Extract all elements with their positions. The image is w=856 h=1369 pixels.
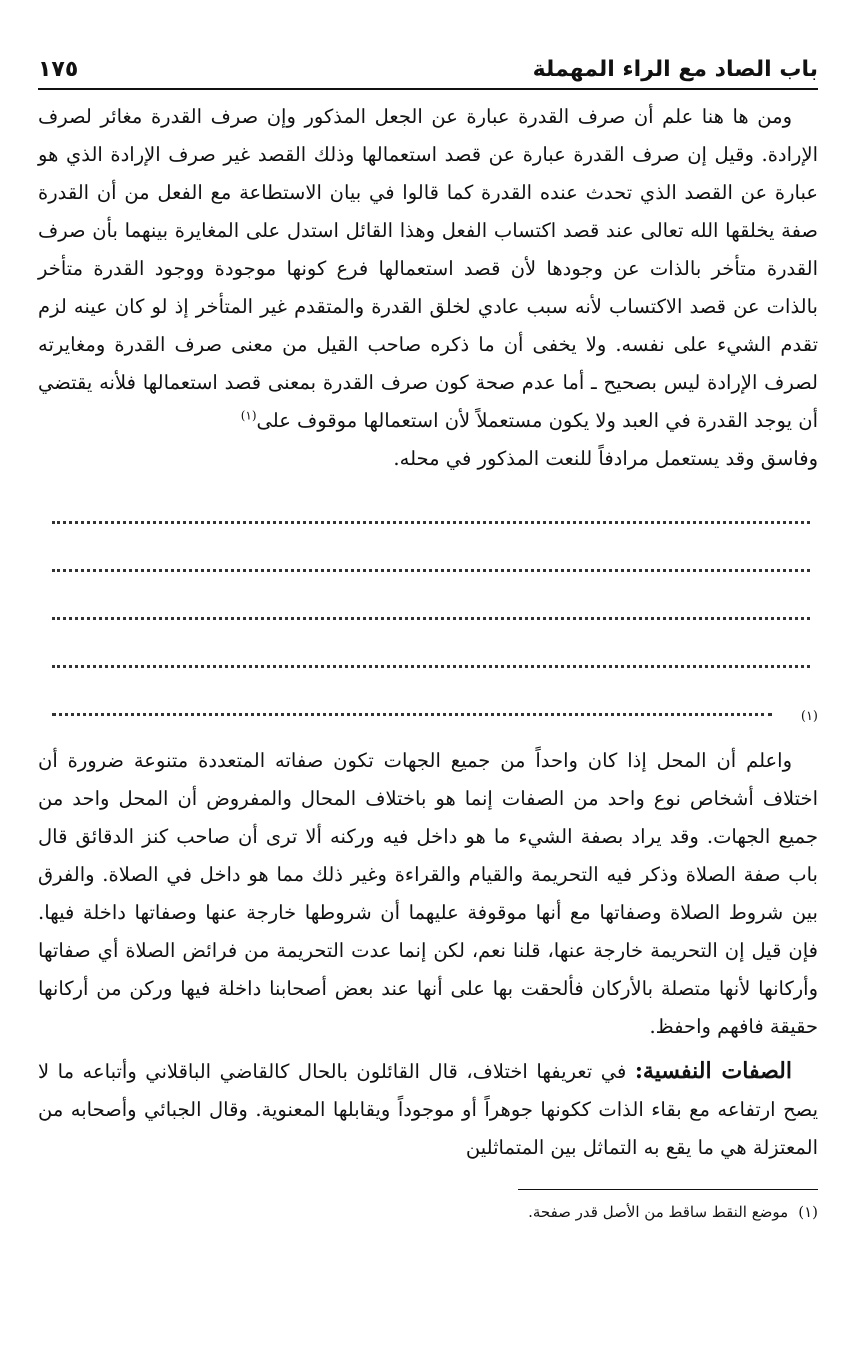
dotted-line bbox=[38, 494, 818, 542]
dotted-line bbox=[38, 542, 818, 590]
omission-footnote-marker: (١) bbox=[800, 709, 818, 724]
footnote bbox=[38, 1200, 818, 1224]
omission-dots bbox=[38, 494, 818, 734]
document-page bbox=[38, 42, 818, 1224]
paragraph-3 bbox=[38, 1052, 818, 1167]
page-header bbox=[38, 42, 818, 82]
running-title: باب الصاد مع الراء المهملة bbox=[532, 57, 818, 82]
dotted-line bbox=[38, 638, 818, 686]
dotted-line bbox=[38, 686, 818, 734]
paragraph-1-tail: وفاسق وقد يستعمل مرادفاً للنعت المذكور في محله. bbox=[393, 447, 818, 470]
paragraph-2: واعلم أن المحل إذا كان واحداً من جميع الجهات تكون صفاته المتعددة متنوعة ضرورة أن اختلاف أشخاص نوع واحد من الصفات إنما هو باختلاف المحال والمفروض أن المحل واحد من جميع الجهات. وقد يراد بصفة الشيء ما هو داخل فيه وركنه ألا ترى أن صاحب كنز الدقائق قال باب صفة الصلاة وذكر فيه التحريمة والقيام والقراءة وغير ذلك مما هو داخل في الصلاة. والفرق بين شروط الصلاة وصفاتها مع أنها موقوفة عليهما أن شروطها خارجة عنها وصفاتها داخلة فيها. فإن قيل إن التحريمة خارجة عنها، قلنا نعم، لكن إنما عدت التحريمة من فرائض الصلاة أي صفاتها وأركانها لأنها متصلة بالأركان فألحقت بها على أنها عند بعض أصحابنا داخلة فيها وركن من أركانها حقيقة فافهم واحفظ. bbox=[38, 749, 818, 1038]
footnote-reference: (١) bbox=[240, 408, 257, 423]
paragraph-1-text: ومن ها هنا علم أن صرف القدرة عبارة عن الجعل المذكور وإن صرف القدرة مغائر لصرف الإرادة. وقيل إن صرف القدرة عبارة عن قصد استعمالها وذلك القصد غير صرف الإرادة الذي هو عبارة عن القصد الذي تحدث عنده القدرة كما قالوا في بيان الاستطاعة مع الفعل من أن القدرة صفة يخلقها الله تعالى عند قصد اكتساب الفعل وهذا القائل استدل على المغايرة بينهما بأن صرف القدرة متأخر بالذات عن وجودها لأن قصد استعمالها فرع كونها موجودة ووجود القدرة متأخر بالذات عن قصد الاكتساب لأنه سبب عادي لخلق القدرة والمتقدم غير المتأخر إذ لو كان عينه لزم تقدم الشيء على نفسه. ولا يخفى أن ما ذكره صاحب القيل من معنى صرف القدرة ومغايرته لصرف الإرادة ليس بصحيح ـ أما عدم صحة كون صرف القدرة بمعنى قصد استعمالها فلأنه يقتضي أن يوجد القدرة في العبد ولا يكون مستعملاً لأن استعمالها موقوف على bbox=[38, 105, 818, 432]
section-heading: الصفات النفسية: bbox=[634, 1058, 792, 1084]
page-number: ١٧٥ bbox=[38, 57, 79, 82]
footnote-rule bbox=[518, 1189, 818, 1190]
dotted-line bbox=[38, 590, 818, 638]
header-rule bbox=[38, 88, 818, 90]
footnote-text: موضع النقط ساقط من الأصل قدر صفحة. bbox=[528, 1203, 789, 1221]
paragraph-3-text: في تعريفها اختلاف، قال القائلون بالحال كالقاضي الباقلاني وأتباعه ما لا يصح ارتفاعه مع بقاء الذات ككونها جوهراً أو موجوداً ويقابلها المعنوية. وقال الجبائي وأصحابه من المعتزلة هي ما يقع به التماثل بين المتماثلين bbox=[38, 1060, 818, 1159]
paragraph-1 bbox=[38, 98, 818, 440]
footnote-number: (١) bbox=[798, 1203, 818, 1221]
